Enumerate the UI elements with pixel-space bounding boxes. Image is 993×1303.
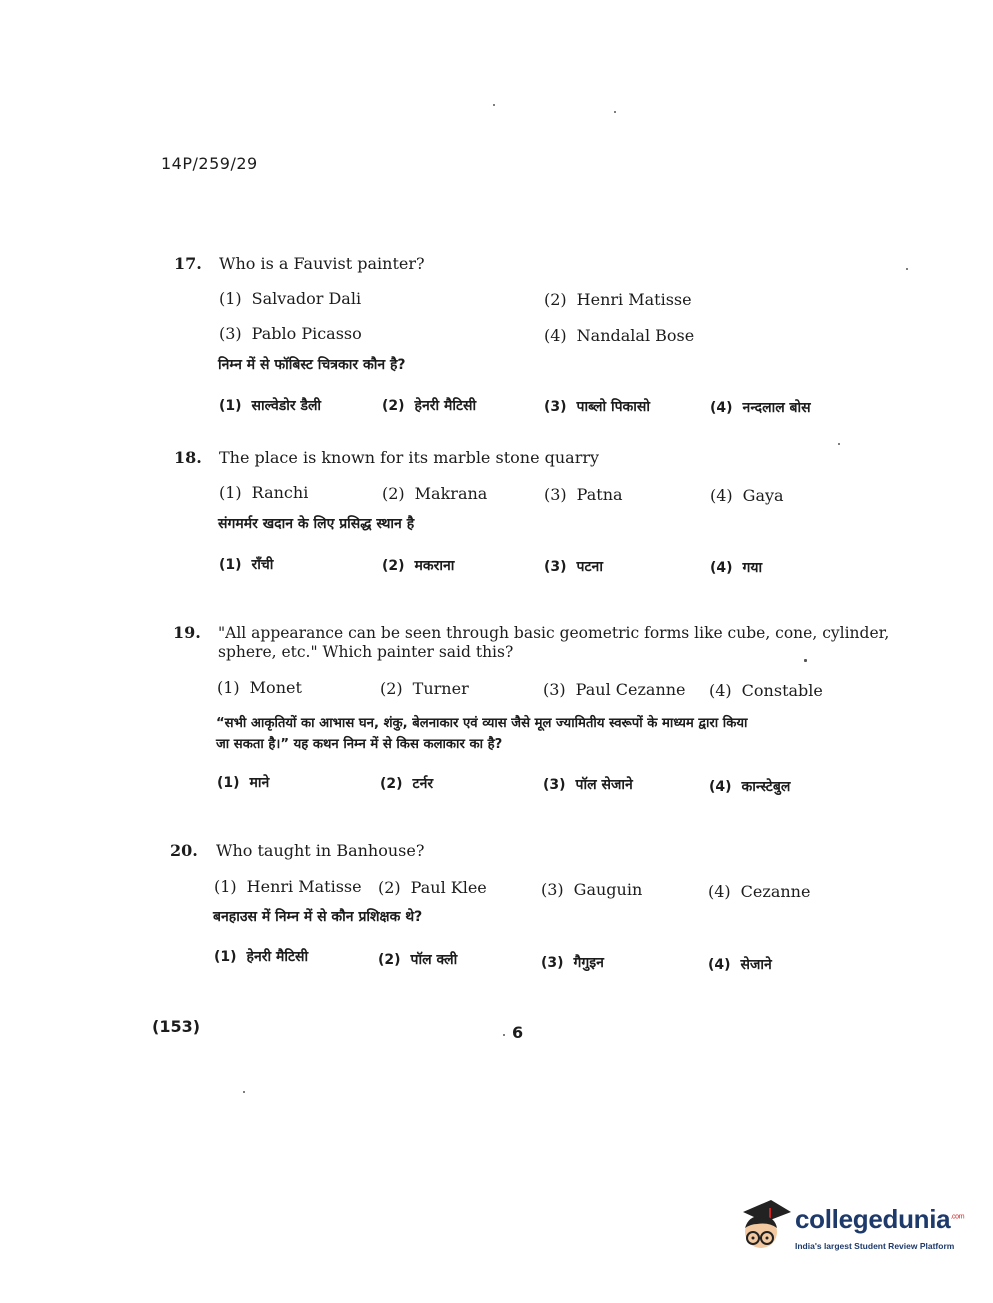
option-1 — [219, 483, 308, 502]
collegedunia-logo — [735, 1196, 965, 1264]
question-number: 17. — [174, 254, 202, 273]
logo-tagline: India's largest Student Review Platform — [795, 1241, 955, 1251]
scan-speck — [906, 268, 908, 270]
option-text: Paul Klee — [410, 878, 487, 897]
option-number: (4) — [708, 882, 731, 901]
option-number: (3) — [543, 777, 566, 793]
option-text: सेजाने — [740, 957, 772, 973]
option-number: (2) — [380, 776, 403, 792]
option-number: (1) — [214, 949, 237, 965]
question-number: 19. — [173, 623, 201, 642]
option-1 — [219, 289, 361, 308]
scan-speck — [838, 443, 840, 445]
option-text: Pablo Picasso — [251, 324, 362, 343]
page-number: 6 — [512, 1023, 524, 1042]
scan-speck — [503, 1034, 505, 1036]
question-text-hindi: बनहाउस में निम्न में से कौन प्रशिक्षक थे? — [213, 909, 423, 925]
option-number: (3) — [543, 680, 566, 699]
option-number: (1) — [219, 483, 242, 502]
option-number: (1) — [219, 289, 242, 308]
option-number: (2) — [544, 290, 567, 309]
option-number: (2) — [378, 952, 401, 968]
option-text: Ranchi — [251, 483, 309, 502]
option-text: कान्स्टेबुल — [741, 779, 791, 795]
option-number: (4) — [710, 400, 733, 416]
option-text: हेनरी मैटिसी — [414, 398, 477, 414]
question-number: 18. — [174, 448, 202, 467]
option-number: (1) — [217, 678, 240, 697]
option-2-hindi — [382, 556, 454, 575]
question-text: The place is known for its marble stone quarry — [219, 448, 600, 467]
option-text: मकराना — [414, 558, 455, 574]
option-4-hindi — [710, 558, 762, 577]
option-text: पटना — [576, 559, 603, 575]
option-text: Cezanne — [740, 882, 811, 901]
scan-speck — [614, 111, 616, 113]
option-1-hindi — [214, 947, 308, 966]
option-number: (1) — [214, 877, 237, 896]
option-text: Henri Matisse — [246, 877, 362, 896]
option-text: Salvador Dali — [251, 289, 362, 308]
option-3-hindi — [543, 775, 633, 794]
option-1-hindi — [217, 773, 269, 792]
option-number: (3) — [544, 485, 567, 504]
option-number: (1) — [219, 557, 242, 573]
option-number: (2) — [378, 878, 401, 897]
option-2 — [382, 484, 487, 503]
option-2 — [544, 290, 692, 309]
option-3-hindi — [544, 557, 603, 576]
option-text: हेनरी मैटिसी — [246, 949, 309, 965]
option-text: गैगुइन — [573, 955, 604, 971]
option-text: पॉल क्ली — [410, 952, 458, 968]
option-text: पॉल सेजाने — [575, 777, 633, 793]
option-text: Turner — [412, 679, 469, 698]
option-number: (4) — [544, 326, 567, 345]
option-3 — [541, 880, 642, 899]
option-3 — [219, 324, 362, 343]
option-1-hindi — [219, 396, 321, 415]
option-text: Gauguin — [573, 880, 643, 899]
mascot-icon — [735, 1198, 791, 1260]
option-number: (1) — [217, 775, 240, 791]
option-number: (4) — [709, 779, 732, 795]
option-text: Makrana — [414, 484, 488, 503]
option-text: गया — [742, 560, 763, 576]
option-2 — [378, 878, 487, 897]
option-3 — [544, 485, 623, 504]
option-text: Gaya — [742, 486, 784, 505]
option-text: माने — [249, 775, 270, 791]
option-number: (3) — [541, 955, 564, 971]
question-number: 20. — [170, 841, 198, 860]
option-1-hindi — [219, 555, 273, 574]
logo-wordmark: collegedunia$^{.com}$ — [795, 1204, 965, 1234]
option-4-hindi — [710, 398, 811, 417]
option-3-hindi — [544, 397, 650, 416]
paper-code: 14P/259/29 — [161, 154, 258, 173]
option-2-hindi — [382, 396, 476, 415]
option-number: (2) — [382, 484, 405, 503]
option-4 — [708, 882, 810, 901]
question-text-hindi-line-1: “सभी आकृतियों का आभास घन, शंकु, बेलनाकार एवं व्यास जैसे मूल ज्यामितीय स्वरूपों के माध्यम द्वारा किया — [216, 716, 748, 731]
option-number: (4) — [710, 560, 733, 576]
question-text-line-2: sphere, etc." Which painter said this? — [218, 643, 514, 661]
option-4-hindi — [708, 955, 772, 974]
question-text: Who taught in Banhouse? — [216, 841, 425, 860]
option-text: Constable — [741, 681, 823, 700]
option-text: नन्दलाल बोस — [742, 400, 811, 416]
option-text: टर्नर — [412, 776, 434, 792]
option-number: (2) — [382, 558, 405, 574]
footer-code: (153) — [152, 1017, 201, 1036]
option-number: (2) — [380, 679, 403, 698]
option-number: (4) — [708, 957, 731, 973]
question-text: Who is a Fauvist painter? — [219, 254, 425, 273]
option-2-hindi — [380, 774, 433, 793]
option-4 — [709, 681, 823, 700]
option-text: Henri Matisse — [576, 290, 692, 309]
option-text: Paul Cezanne — [575, 680, 686, 699]
option-3 — [543, 680, 686, 699]
option-1 — [217, 678, 302, 697]
scan-speck — [493, 104, 495, 106]
option-number: (4) — [710, 486, 733, 505]
scan-speck — [804, 659, 807, 662]
option-text: राँची — [251, 557, 274, 573]
option-3-hindi — [541, 953, 604, 972]
question-text-hindi-line-2: जा सकता है।” यह कथन निम्न में से किस कलाकार का है? — [216, 737, 503, 752]
option-text: Monet — [249, 678, 302, 697]
option-text: पाब्लो पिकासो — [576, 399, 651, 415]
option-number: (3) — [544, 399, 567, 415]
option-2 — [380, 679, 469, 698]
option-number: (3) — [541, 880, 564, 899]
option-number: (3) — [544, 559, 567, 575]
option-4 — [544, 326, 694, 345]
option-1 — [214, 877, 362, 896]
option-2-hindi — [378, 950, 457, 969]
option-4 — [710, 486, 784, 505]
question-text-hindi: संगमर्मर खदान के लिए प्रसिद्ध स्थान है — [218, 516, 415, 532]
question-text-hindi: निम्न में से फॉबिस्ट चित्रकार कौन है? — [218, 357, 406, 373]
option-text: साल्वेडोर डैली — [251, 398, 322, 414]
option-text: Nandalal Bose — [576, 326, 695, 345]
option-4-hindi — [709, 777, 790, 796]
option-number: (3) — [219, 324, 242, 343]
option-number: (4) — [709, 681, 732, 700]
question-text-line-1: "All appearance can be seen through basic geometric forms like cube, cone, cylinder, — [218, 624, 890, 642]
scan-speck — [243, 1091, 245, 1093]
option-number: (2) — [382, 398, 405, 414]
option-number: (1) — [219, 398, 242, 414]
option-text: Patna — [576, 485, 623, 504]
